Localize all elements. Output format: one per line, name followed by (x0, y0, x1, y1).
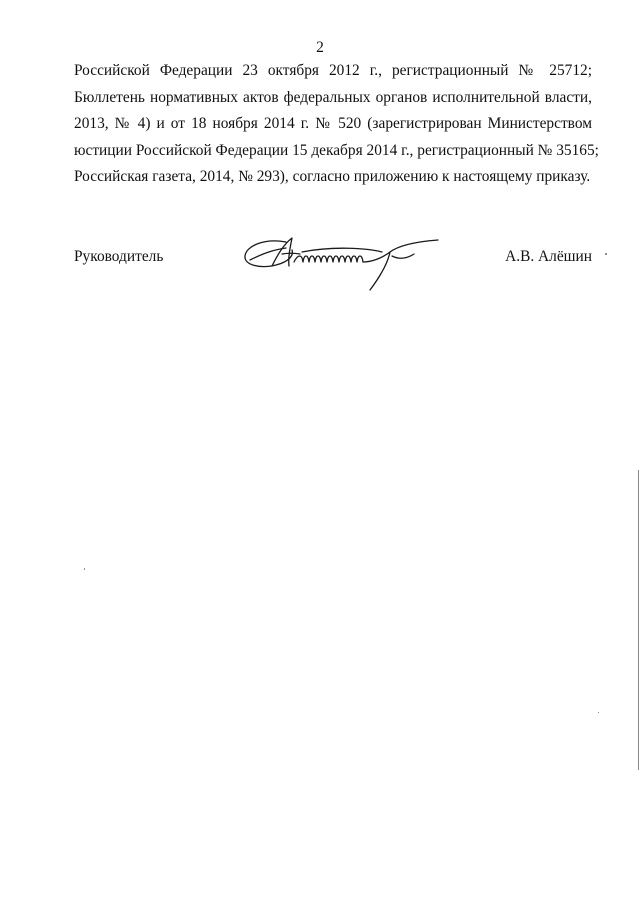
scan-edge-line (638, 470, 639, 770)
page-number: 2 (316, 39, 324, 56)
scan-speck (598, 712, 599, 713)
body-line: Бюллетень нормативных актов федеральных органов исполнительной власти, (74, 88, 592, 106)
body-line: юстиции Российской Федерации 15 декабря 2014 г., регистрационный № 35165; (74, 141, 599, 159)
document-body (74, 58, 599, 191)
body-line: 2013, № 4) и от 18 ноября 2014 г. № 520 (зарегистрирован Министерством (74, 115, 592, 133)
scan-speck (605, 253, 607, 255)
body-line: Российской Федерации 23 октября 2012 г., регистрационный № 25712; (74, 62, 592, 79)
scan-speck (84, 568, 85, 570)
signer-name: А.В. Алёшин (505, 248, 592, 265)
signer-role: Руководитель (74, 248, 164, 265)
body-line: Российская газета, 2014, № 293), согласно приложению к настоящему приказу. (74, 168, 591, 186)
handwritten-signature-icon (242, 232, 442, 294)
